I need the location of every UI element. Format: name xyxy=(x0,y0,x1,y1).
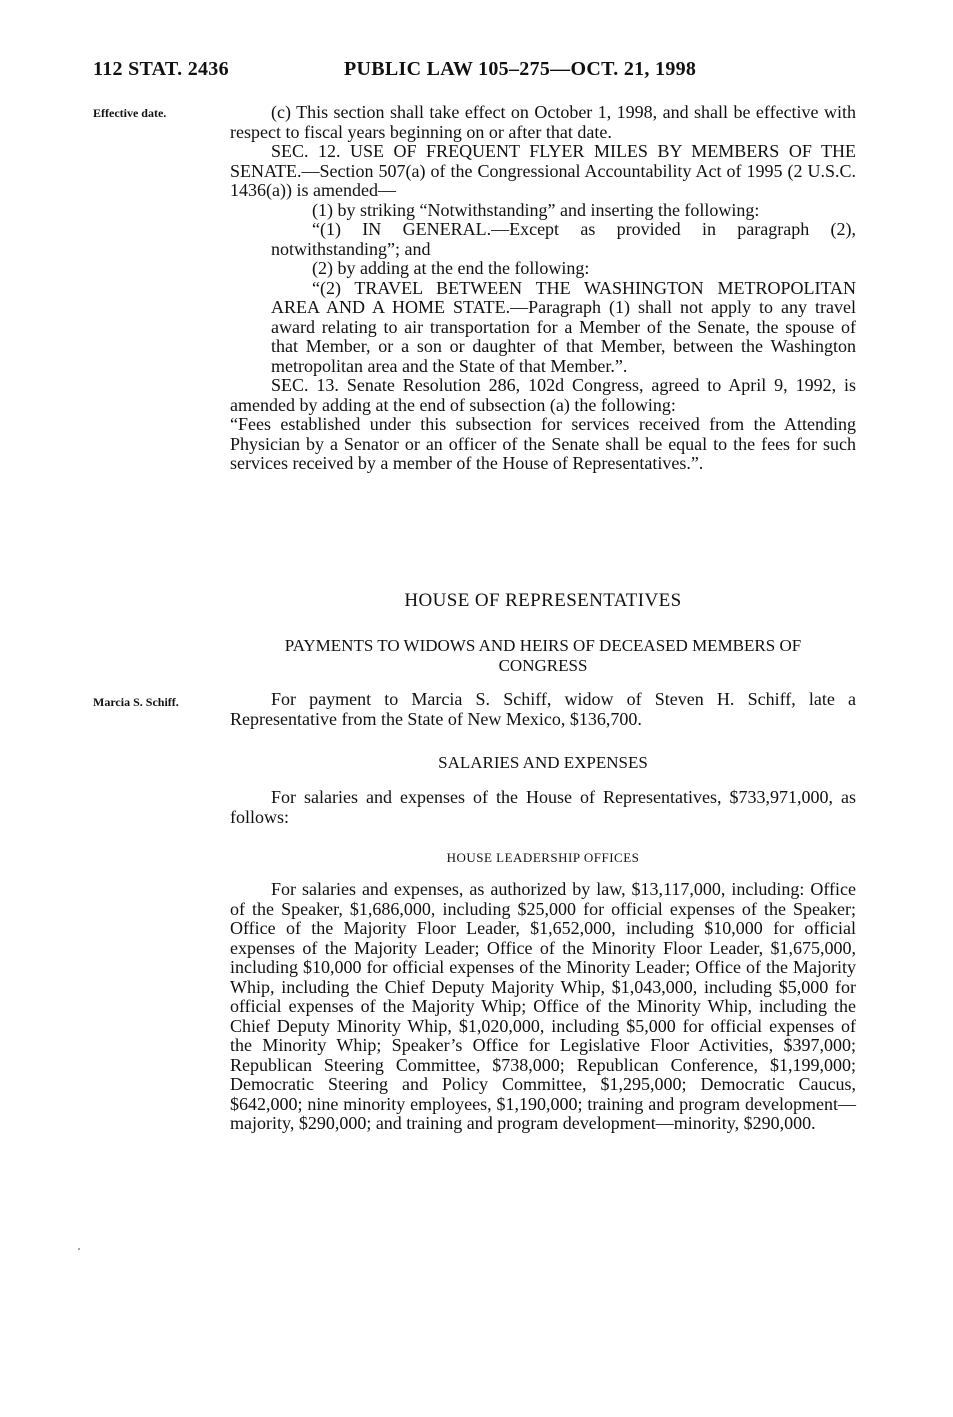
section-12 xyxy=(230,142,856,201)
schiff-payment: For payment to Marcia S. Schiff, widow of Steven H. Schiff, late a Representative from the State of New Mexico, $136,700. xyxy=(230,689,856,729)
quoted-paragraph-1-text: —Except as provided in paragraph (2), notwithstanding”; and xyxy=(271,219,856,259)
scan-speck xyxy=(78,1248,80,1250)
page-reference: 112 STAT. 2436 xyxy=(93,58,229,80)
subsection-c: (c) This section shall take effect on October 1, 1998, and shall be effective with respect to fiscal years beginning on or after that date. xyxy=(230,102,856,142)
leadership-text: For salaries and expenses, as authorized by law, $13,117,000, including: Office of the Speaker, $1,686,000, including $25,000 for official expenses of the Speaker; Office of the Majority Floor Leader, $1,652,000, including $10,000 for official expenses of the Majority Leader; Office of the Minority Floor Leader, $1,675,000, including $10,000 for official expenses of the Minority Leader; Office of the Majority Whip, including the Chief Deputy Majority Whip, $1,043,000, including $5,000 for official expenses of the Majority Whip; Office of the Minority Whip, including the Chief Deputy Minority Whip, $1,020,000, including $5,000 for official expenses of the Minority Whip; Speaker’s Office for Legislative Floor Activities, $397,000; Republican Steering Committee, $738,000; Republican Conference, $1,199,000; Democratic Steering and Policy Committee, $1,295,000; Democratic Caucus, $642,000; nine minority employees, $1,190,000; training and program development—majority, $290,000; and training and program development—minority, $290,000. xyxy=(230,879,856,1133)
fees-quote: “Fees established under this subsection for services received from the Attending Physician by a Senator or an officer of the Senate shall be equal to the fees for such services received by a member of the House of Representatives.”. xyxy=(230,414,856,473)
main-text-upper xyxy=(230,103,856,474)
leadership-heading: HOUSE LEADERSHIP OFFICES xyxy=(446,850,640,865)
schiff-section xyxy=(230,690,856,729)
section-12-heading: SEC. 12. USE OF FREQUENT FLYER MILES BY MEMBERS OF THE SENATE. xyxy=(230,141,856,181)
amendment-item-1: (1) by striking “Notwithstanding” and inserting the following: xyxy=(312,199,760,220)
leadership-section xyxy=(230,880,856,1134)
quoted-paragraph-1-heading: “(1) IN GENERAL. xyxy=(312,219,492,239)
quoted-paragraph-2-text: —Paragraph (1) shall not apply to any travel award relating to air transportation for a Member of the Senate, the spouse of that Member, or a son or daughter of that Member, between the Washington metropolitan area and the State of that Member.”. xyxy=(271,297,856,376)
section-13: SEC. 13. Senate Resolution 286, 102d Congress, agreed to April 9, 1992, is amended by adding at the end of subsection (a) the following: xyxy=(230,375,856,415)
payments-heading: PAYMENTS TO WIDOWS AND HEIRS OF DECEASED MEMBERS OF CONGRESS xyxy=(284,636,802,675)
section-12-text: —Section 507(a) of the Congressional Accountability Act of 1995 (2 U.S.C. 1436(a)) is amended— xyxy=(230,160,856,200)
house-heading: HOUSE OF REPRESENTATIVES xyxy=(404,590,682,611)
law-reference: PUBLIC LAW 105–275—OCT. 21, 1998 xyxy=(344,58,697,80)
salaries-section xyxy=(230,788,856,827)
quoted-paragraph-2 xyxy=(271,279,856,377)
quoted-paragraph-1 xyxy=(271,220,856,259)
margin-note-schiff: Marcia S. Schiff. xyxy=(93,695,179,709)
salaries-text: For salaries and expenses of the House of Representatives, $733,971,000, as follows: xyxy=(230,787,856,827)
amendment-item-2: (2) by adding at the end the following: xyxy=(312,258,590,278)
salaries-heading: SALARIES AND EXPENSES xyxy=(438,753,648,772)
quoted-paragraph-2-heading: “(2) TRAVEL BETWEEN THE WASHINGTON METROPOLITAN AREA AND A HOME STATE. xyxy=(271,277,856,317)
margin-note-effective-date: Effective date. xyxy=(93,106,167,120)
